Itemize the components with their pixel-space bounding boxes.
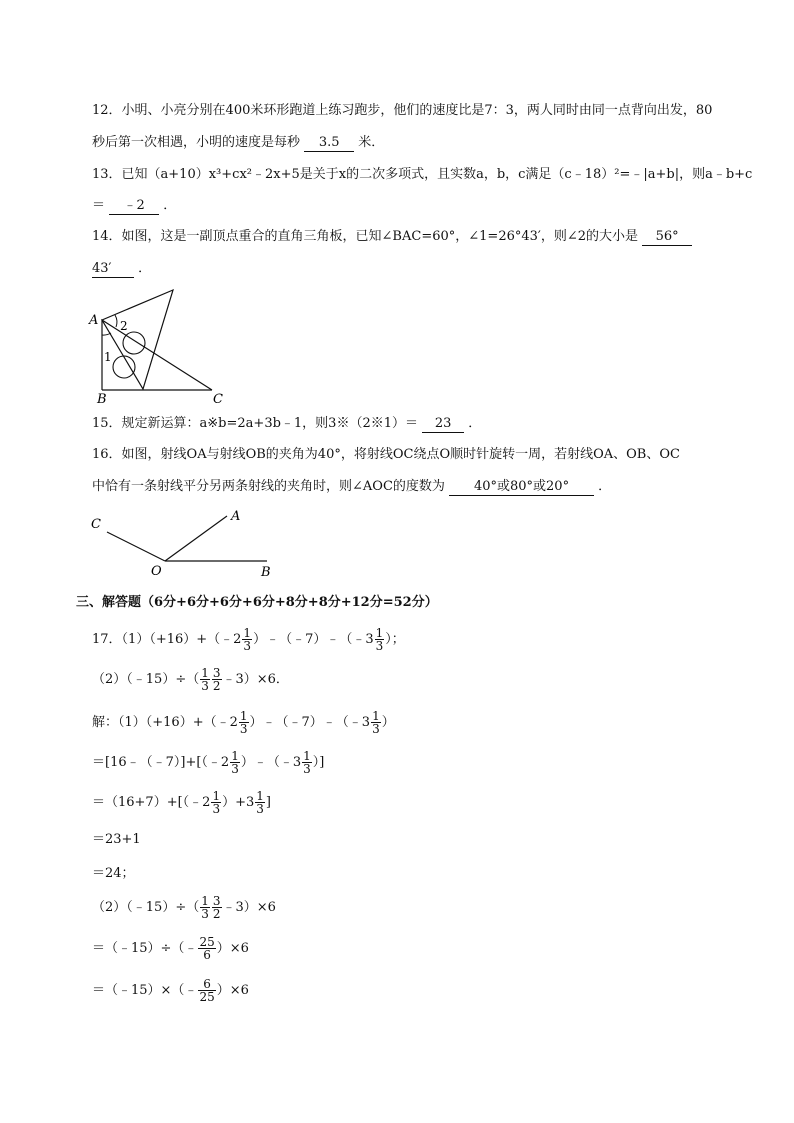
numerator: 25 (199, 935, 215, 949)
denominator: 25 (199, 990, 215, 1004)
fraction-one-third (200, 667, 210, 692)
ray-oa (165, 516, 227, 561)
q13-line1: 13．已知（a+10）x³+cx²﹣2x+5是关于x的二次多项式，且实数a，b，c满足（c﹣18）²=﹣|a+b|，则a﹣b+c (92, 167, 753, 182)
q15-end: ． (468, 416, 482, 431)
numerator: 1 (239, 709, 248, 723)
fraction-25-6 (198, 936, 215, 961)
s8-b: ）×6 (216, 983, 249, 998)
s2-b: ）﹣（﹣3 (240, 755, 302, 770)
denominator: 6 (203, 948, 211, 962)
second-triangle (102, 290, 173, 389)
denominator: 3 (201, 907, 209, 921)
angle-2-arc (115, 315, 117, 327)
numerator: 3 (212, 666, 221, 680)
denominator: 3 (212, 802, 221, 816)
fraction-three-halves (212, 667, 222, 692)
q12-text: 秒后第一次相遇，小明的速度是每秒 (92, 135, 301, 150)
s1-b: ）﹣（﹣7）﹣（﹣3 (249, 715, 371, 730)
denominator: 3 (303, 762, 311, 776)
numerator: 1 (243, 626, 252, 640)
q17-part2 (92, 667, 289, 693)
q17-solution-4: ＝23+1 (92, 832, 141, 847)
numerator: 1 (201, 894, 209, 908)
q17-solution-2 (92, 750, 324, 776)
q14-text: 14．如图，这是一副顶点重合的直角三角板，已知∠BAC=60°，∠1=26°43′，则∠2的大小是 (92, 229, 639, 244)
q12-end: 米． (358, 135, 385, 150)
q14-end: ． (138, 261, 152, 276)
q16-text: 中恰有一条射线平分另两条射线的夹角时，则∠AOC的度数为 (92, 479, 445, 494)
q16-line2 (92, 478, 611, 496)
denominator: 3 (239, 722, 248, 736)
denominator: 3 (256, 802, 264, 816)
numerator: 1 (201, 666, 209, 680)
q17-solution-3 (92, 790, 271, 816)
q14-answer-a: 56° (642, 229, 692, 246)
s7-b: ）×6 (216, 941, 249, 956)
numerator: 1 (231, 749, 239, 763)
denominator: 2 (212, 679, 221, 693)
denominator: 3 (372, 722, 380, 736)
s3-b: ）+3 (222, 795, 255, 810)
q17-p1-b: ）﹣（﹣7）﹣（﹣3 (253, 632, 374, 647)
q17-solution-8 (92, 978, 249, 1004)
right-triangle-abc (102, 320, 212, 390)
label-c: C (91, 517, 101, 532)
fraction-one-third (242, 627, 252, 652)
q13-line2 (92, 197, 176, 215)
s6-b: ﹣3）×6 (222, 900, 276, 915)
q17-p1-c: ）； (385, 632, 405, 647)
s7-a: ＝（﹣15）÷（﹣ (92, 941, 198, 956)
q17-p2-a: （2）（﹣15）÷（ (92, 672, 200, 687)
s1-c: ） (381, 715, 395, 730)
denominator: 3 (243, 639, 252, 653)
numerator: 6 (198, 978, 215, 991)
s6-a: （2）（﹣15）÷（ (92, 900, 200, 915)
fraction-three-halves (212, 895, 222, 920)
label-o: O (151, 564, 162, 579)
fraction-one-third (200, 895, 210, 920)
fraction-one-third (302, 750, 312, 775)
label-a: A (89, 313, 99, 328)
q14-line2 (92, 260, 151, 278)
fraction-one-third (375, 627, 385, 652)
q17-p2-b: ﹣3）×6． (222, 672, 289, 687)
q12-line1: 12．小明、小亮分别在400米环形跑道上练习跑步，他们的速度比是7：3，两人同时由同一点背向出发，80 (92, 103, 713, 118)
q17-solution-1 (92, 710, 395, 736)
s2-c: ）] (312, 755, 325, 770)
label-1: 1 (104, 350, 112, 364)
q14-line1 (92, 228, 692, 246)
fraction-one-third (239, 710, 249, 735)
q17-solution-6 (92, 895, 276, 921)
q13-eq: ＝ (92, 198, 106, 213)
label-b: B (261, 565, 271, 580)
hole-circle-upper (123, 332, 145, 354)
fraction-one-third (211, 790, 221, 815)
label-2: 2 (120, 319, 128, 333)
denominator: 3 (375, 639, 384, 653)
q17-solution-7 (92, 936, 249, 962)
section-heading: 三、解答题（6分+6分+6分+6分+8分+8分+12分=52分） (76, 595, 438, 610)
s2-a: ＝[16﹣（﹣7）]+[（﹣2 (92, 755, 230, 770)
q13-answer: ﹣2 (109, 198, 159, 215)
numerator: 1 (303, 749, 311, 763)
q17-p1-a: 17．（1）（+16）+（﹣2 (92, 632, 242, 647)
fraction-6-25 (198, 978, 215, 1003)
q12-answer: 3.5 (304, 135, 354, 152)
angle-1-arc (102, 333, 111, 335)
s8-a: ＝（﹣15）×（﹣ (92, 983, 198, 998)
q14-figure (85, 285, 245, 405)
numerator: 1 (375, 626, 384, 640)
q16-line1: 16．如图，射线OA与射线OB的夹角为40°，将射线OC绕点O顺时针旋转一周，若射线OA、OB、OC (92, 447, 680, 462)
fraction-one-third (230, 750, 240, 775)
s3-a: ＝（16+7）+[（﹣2 (92, 795, 211, 810)
s1-a: 解：（1）（+16）+（﹣2 (92, 715, 238, 730)
numerator: 1 (256, 789, 264, 803)
q12-line2 (92, 134, 384, 152)
fraction-one-third (255, 790, 265, 815)
q15-answer: 23 (422, 416, 464, 433)
numerator: 1 (212, 789, 221, 803)
fraction-one-third (371, 710, 381, 735)
denominator: 2 (212, 907, 221, 921)
q15-line (92, 415, 481, 433)
q17-part1 (92, 627, 405, 653)
ray-oc (107, 532, 165, 561)
label-a: A (231, 509, 241, 524)
q16-answer: 40°或80°或20° (449, 479, 594, 496)
q16-end: ． (598, 479, 612, 494)
denominator: 3 (231, 762, 239, 776)
q14-answer-b: 43′ (92, 261, 134, 278)
hole-circle-lower (113, 356, 135, 378)
numerator: 3 (212, 894, 221, 908)
denominator: 3 (201, 679, 209, 693)
s3-c: ] (265, 795, 271, 810)
numerator: 1 (372, 709, 380, 723)
q13-end: ． (163, 198, 177, 213)
label-c: C (213, 392, 223, 405)
label-b: B (97, 392, 107, 405)
q17-solution-5: ＝24； (92, 866, 135, 881)
q15-text: 15．规定新运算：a※b=2a+3b﹣1，则3※（2※1）＝ (92, 416, 418, 431)
q16-figure (85, 505, 285, 580)
